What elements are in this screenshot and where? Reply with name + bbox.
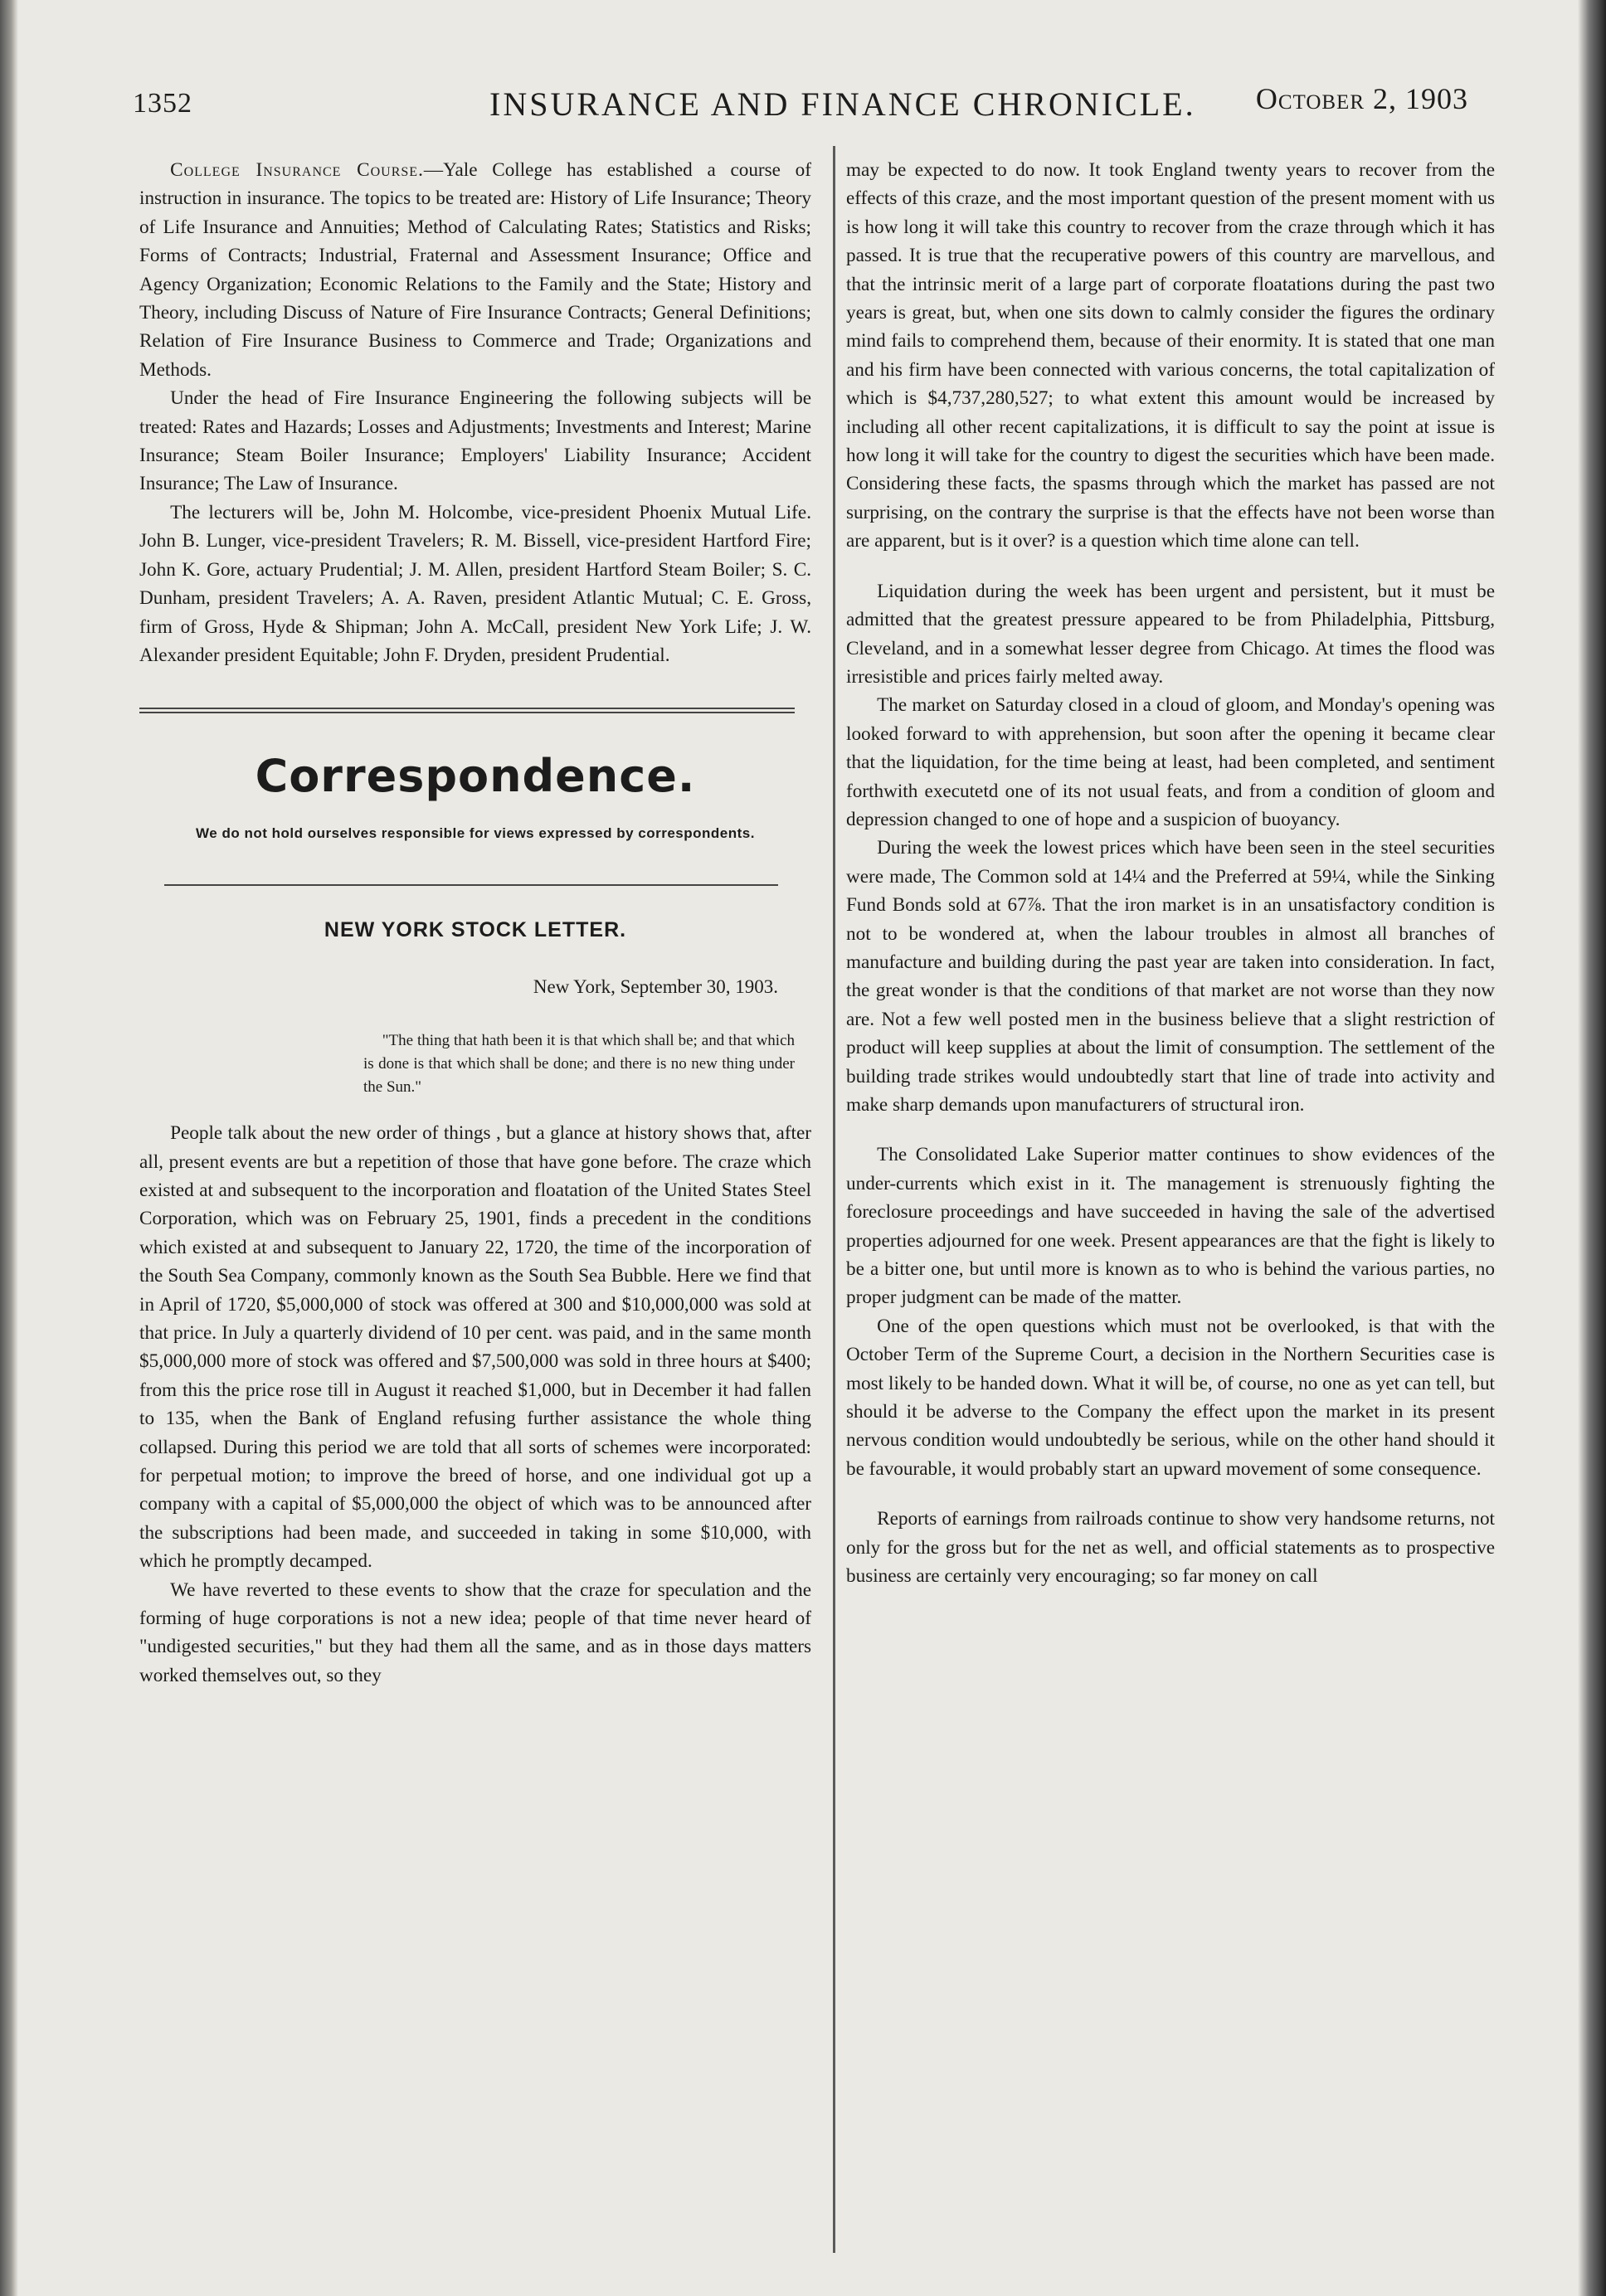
course-paragraph-2: Under the head of Fire Insurance Engineering the following subjects will be treated: Rates and Hazards; Losses and Adjustments; Investments and Interest; Marine Insurance; Steam Boiler Insurance; Employers' Liability Insurance; Accident Insurance; The Law of Insurance. — [139, 387, 811, 495]
right-paragraph-5: The Consolidated Lake Superior matter continues to show evidences of the under-currents which exist in it. The management is strenuously fighting the foreclosure proceedings and have succeeded in having the sale of the advertised properties adjourned for one week. Present appearances are that the fight is likely to be a bitter one, but until more is known as to who is behind the various parties, no proper judgment can be made of the matter. — [846, 1144, 1495, 1309]
letter-paragraph-1: People talk about the new order of things , but a glance at history shows that, after all, present events are but a repetition of those that have gone before. The craze which existed at and subsequent to the incorporation and floatation of the United States Steel Corporation, which was on February 25, 1901, finds a precedent in the conditions which existed at and subsequent to January 22, 1720, the time of the incorporation of the South Sea Company, commonly known as the South Sea Bubble. Here we find that in April of 1720, $5,000,000 of stock was offered at 300 and $10,000,000 was sold at that price. In July a quarterly dividend of 10 per cent. was paid, and in the same month $5,000,000 more of stock was offered and $7,500,000 was sold in three hours at $400; from this the price rose till in August it reached $1,000, but in December it had fallen to 135, when the Bank of England refusing further assistance the whole thing collapsed. During this period we are told that all sorts of schemes were incorporated: for perpetual motion; to improve the breed of horse, and one individual got up a company with a capital of $5,000,000 the object of which was to be announced after the subscriptions had been made, and succeeded in taking in some $10,000, with which he promptly decamped. — [139, 1122, 811, 1573]
right-paragraph-4: During the week the lowest prices which have been seen in the steel securities were made, The Common sold at 14¼ and the Preferred at 59¼, while the Sinking Fund Bonds sold at 67⅞. That the iron market is in an unsatisfactory condition is not to be wondered at, when the labour troubles in almost all branches of manufacture and building during the past year are taken into consideration. In fact, the great wonder is that the conditions of that market are not worse than they now are. Not a few well posted men in the business believe that a slight restriction of product will keep supplies at about the limit of consumption. The settlement of the building trade strikes would undoubtedly start that line of trade into activity and make sharp demands upon manufacturers of structural iron. — [846, 837, 1495, 1116]
section-rule — [164, 884, 778, 886]
course-paragraph-1-text: —Yale College has established a course of instruction in insurance. The topics to be treated are: History of Life Insurance; Theory of Life Insurance and Annuities; Method of Calculating Rates; Statistics and Risks; Forms of Contracts; Industrial, Fraternal and Assessment Insurance; Office and Agency Organization; Economic Relations to the Family and the State; History and Theory, including Discuss of Nature of Fire Insurance Contracts; General Definitions; Relation of Fire Insurance Business to Commerce and Trade; Organizations and Methods. — [139, 159, 811, 381]
page-number: 1352 — [133, 88, 192, 119]
scan-edge-left — [0, 0, 18, 2296]
right-paragraph-1: may be expected to do now. It took England twenty years to recover from the effects of this craze, and the most important question of the present moment with us is how long it will take this country to recover from the craze through which it has passed. It is true that the recuperative powers of this country are marvellous, and that the intrinsic merit of a large part of corporate floatations during the past two years is great, but, when one sits down to calmly consider the figures the ordinary mind fails to comprehend them, because of their enormity. It is stated that one man and his firm have been connected with various concerns, the total capitalization of which is $4,737,280,527; to what extent this amount would be increased by including all other recent capitalizations, it is difficult to say the point at issue is how long it will take for the country to digest the securities which have been made. Considering these facts, the spasms through which the market has passed are not surprising, on the contrary the surprise is that the effects have not been worse than are apparent, but is it over? is a question which time alone can tell. — [846, 159, 1495, 552]
section-divider — [139, 708, 795, 713]
dateline: New York, September 30, 1903. — [533, 975, 778, 997]
section-title: Correspondence. — [255, 750, 696, 803]
epigraph: "The thing that hath been it is that which shall be; and that which is done is that which shall be done; and there is no new thing under the Sun." — [363, 1032, 795, 1097]
section-disclaimer: We do not hold ourselves responsible for views expressed by correspondents. — [196, 825, 755, 842]
course-lead-in: College Insurance Course. — [170, 159, 424, 181]
letter-paragraph-2: We have reverted to these events to show that the craze for speculation and the forming of huge corporations is not a new idea; people of that time never heard of "undigested securities," but they had them all the same, and as in those days matters worked themselves out, so they — [139, 1578, 811, 1686]
page-header — [124, 76, 1485, 126]
right-paragraph-7: Reports of earnings from railroads continue to show very handsome returns, not only for the gross but for the net as well, and official statements as to prospective business are certainly very encouraging; so far money on call — [846, 1508, 1495, 1588]
course-paragraph-3: The lecturers will be, John M. Holcombe, vice-president Phoenix Mutual Life. John B. Lunger, vice-president Travelers; R. M. Bissell, vice-president Hartford Fire; John K. Gore, actuary Prudential; J. M. Allen, president Hartford Steam Boiler; S. C. Dunham, president Travelers; A. A. Raven, president Atlantic Mutual; C. E. Gross, firm of Gross, Hyde & Shipman; John A. McCall, president New York Life; J. W. Alexander president Equitable; John F. Dryden, president Prudential. — [139, 501, 811, 666]
right-paragraph-6: One of the open questions which must not be overlooked, is that with the October Term of the Supreme Court, a decision in the Northern Securities case is most likely to be handed down. What it will be, of course, no one as yet can tell, but should it be adverse to the Company the effect upon the market in its present nervous condition would undoubtedly be serious, while on the other hand should it be favourable, it would probably start an upward movement of some consequence. — [846, 1315, 1495, 1480]
scan-edge-right — [1578, 0, 1606, 2296]
issue-date: October 2, 1903 — [1255, 82, 1468, 115]
article-title: NEW YORK STOCK LETTER. — [324, 918, 627, 942]
right-paragraph-2: Liquidation during the week has been urgent and persistent, but it must be admitted that the greatest pressure appeared to be from Philadelphia, Pittsburg, Cleveland, and in a somewhat lesser degree from Chicago. At times the flood was irresistible and prices fairly melted away. — [846, 580, 1495, 688]
right-column — [846, 156, 1495, 1591]
right-paragraph-3: The market on Saturday closed in a cloud of gloom, and Monday's opening was looked forward to with apprehension, but soon after the opening it became clear that the liquidation, for the time being at least, had been completed, and sentiment forthwith executetd one of its not usual feats, and from a condition of gloom and depression changed to one of hope and a suspicion of buoyancy. — [846, 694, 1495, 830]
column-divider — [833, 146, 835, 2253]
left-column — [139, 156, 811, 1690]
journal-title: INSURANCE AND FINANCE CHRONICLE. — [489, 85, 1196, 123]
course-paragraph-1 — [139, 156, 811, 384]
